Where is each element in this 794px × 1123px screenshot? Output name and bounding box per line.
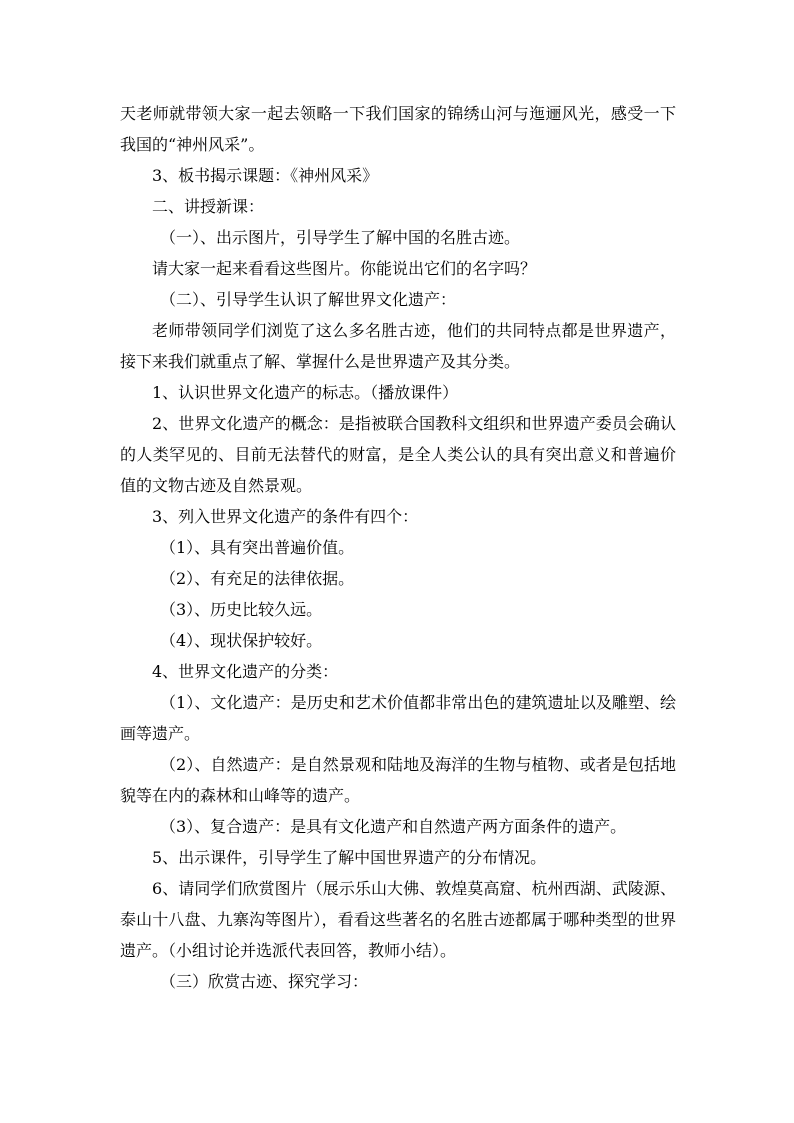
condition-item-3: （3）、历史比较久远。	[160, 600, 323, 619]
list-item-conditions: 3、列入世界文化遗产的条件有四个：	[152, 507, 419, 526]
paragraph-lesson-title: 3、板书揭示课题：《神州风采》	[152, 166, 379, 185]
classification-natural: （2）、自然遗产：是自然景观和陆地及海洋的生物与植物、或者是包括地貌等在内的森林和山峰等的遗产。	[120, 755, 676, 805]
paragraph-question: 请大家一起来看看这些图片。你能说出它们的名字吗？	[152, 259, 537, 278]
condition-item-1: （1）、具有突出普遍价值。	[160, 538, 355, 557]
list-item-concept: 2、世界文化遗产的概念：是指被联合国教科文组织和世界遗产委员会确认的人类罕见的、目前无法替代的财富，是全人类公认的具有突出意义和普遍价值的文物古迹及自然景观。	[120, 414, 676, 495]
condition-item-2: （2）、有充足的法律依据。	[160, 569, 355, 588]
subsection-heading-3: （三）欣赏古迹、探究学习：	[160, 972, 369, 991]
classification-cultural: （1）、文化遗产：是历史和艺术价值都非常出色的建筑遗址以及雕塑、绘画等遗产。	[120, 693, 676, 743]
classification-mixed: （3）、复合遗产：是具有文化遗产和自然遗产两方面条件的遗产。	[160, 817, 627, 836]
list-item-classification: 4、世界文化遗产的分类：	[152, 662, 339, 681]
list-item-emblem: 1、认识世界文化遗产的标志。（播放课件）	[152, 383, 459, 402]
subsection-heading-1: （一）、出示图片，引导学生了解中国的名胜古迹。	[160, 228, 521, 247]
subsection-heading-2: （二）、引导学生认识了解世界文化遗产：	[160, 290, 457, 309]
document-page	[120, 98, 676, 997]
paragraph-intro-heritage: 老师带领同学们浏览了这么多名胜古迹，他们的共同特点都是世界遗产，接下来我们就重点了解、掌握什么是世界遗产及其分类。	[120, 321, 676, 371]
section-heading-new-lesson: 二、讲授新课：	[152, 197, 265, 216]
paragraph-continuation: 天老师就带领大家一起去领略一下我们国家的锦绣山河与迤逦风光，感受一下我国的“神州风采”。	[120, 104, 676, 154]
list-item-distribution: 5、出示课件，引导学生了解中国世界遗产的分布情况。	[152, 848, 547, 867]
condition-item-4: （4）、现状保护较好。	[160, 631, 323, 650]
list-item-appreciation: 6、请同学们欣赏图片（展示乐山大佛、敦煌莫高窟、杭州西湖、武陵源、泰山十八盘、九寨沟等图片），看看这些著名的名胜古迹都属于哪种类型的世界遗产。（小组讨论并选派代表回答，教师小结）。	[120, 879, 676, 960]
